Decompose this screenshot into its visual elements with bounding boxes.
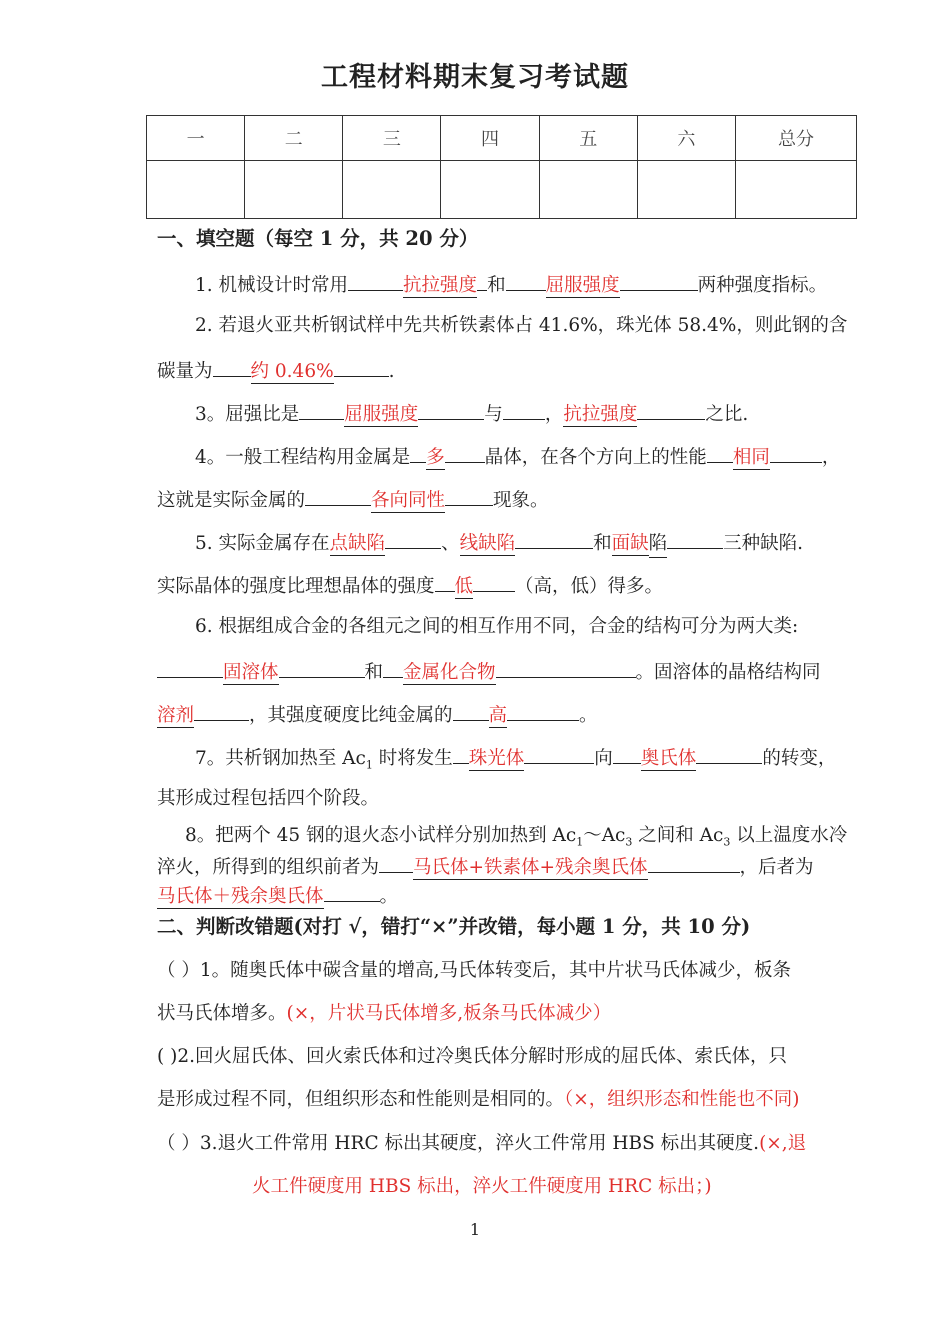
q7-text-mid: 向: [594, 748, 613, 769]
question-3: [195, 399, 748, 428]
judge-3-text: 3.退火工件常用 HRC 标出其硬度，淬火工件常用 HBS 标出其硬度.: [199, 1133, 760, 1154]
q8-answer-2: 马氏体＋残余奥氏体: [157, 886, 324, 907]
q3-sep: ，: [544, 404, 564, 425]
q5-answer-4: 低: [454, 576, 474, 597]
q5-text-mid2: 陷: [649, 531, 668, 558]
q7-text: 7。共析钢加热至 Ac: [195, 748, 366, 769]
score-table: [146, 115, 857, 219]
score-cell: [147, 161, 245, 219]
q4-text-post: 现象。: [493, 490, 549, 511]
score-header: 五: [539, 116, 637, 161]
question-6-line1: 6. 根据组成合金的各组元之间的相互作用不同，合金的结构可分为两大类:: [195, 616, 799, 637]
q2-text-post: .: [388, 361, 395, 382]
q2-text: 碳量为: [157, 361, 213, 382]
judge-1-text-2: 状马氏体增多。: [157, 1003, 287, 1024]
question-8-line1: [185, 823, 847, 856]
judge-1-blank: （ ）: [157, 960, 200, 981]
q4-text-end: ，: [821, 447, 841, 468]
q4-text-mid: 晶体，在各个方向上的性能: [484, 447, 707, 468]
q1-answer-2: 屈服强度: [545, 275, 620, 296]
q5-text-post: 三种缺陷.: [723, 533, 804, 554]
q1-text-mid: 和: [487, 275, 506, 296]
judge-2-answer: （×，组织形态和性能也不同): [564, 1089, 800, 1110]
q7-text-mid0: 时将发生: [372, 748, 453, 769]
question-2-line2: [157, 356, 395, 385]
q3-answer-2: 抗拉强度: [563, 404, 638, 425]
q7-answer-1: 珠光体: [468, 748, 525, 769]
judge-3-answer-2: 火工件硬度用 HBS 标出，淬火工件硬度用 HRC 标出；): [252, 1176, 712, 1197]
q5-sep: 、: [441, 533, 460, 554]
q8-text-d: 以上温度水冷: [730, 825, 848, 846]
judge-2-line1: [157, 1044, 787, 1070]
q8-text-b: ～Ac: [583, 825, 626, 846]
q8-sub1: 1: [576, 835, 584, 849]
score-cell-total: [736, 161, 857, 219]
q4-answer-3: 各向同性: [371, 490, 446, 511]
q7-subscript: 1: [365, 758, 373, 772]
score-header: 三: [343, 116, 441, 161]
q1-text-post: 两种强度指标。: [697, 275, 828, 296]
q8-sub3: 3: [723, 835, 731, 849]
q6-answer-3: 溶剂: [157, 705, 195, 726]
q4-text-2: 这就是实际金属的: [157, 490, 306, 511]
q1-answer-1: 抗拉强度: [403, 275, 478, 296]
q8-text-a: 8。把两个 45 钢的退火态小试样分别加热到 Ac: [185, 825, 577, 846]
score-header-total: 总分: [736, 116, 857, 161]
q1-text: 1. 机械设计时常用: [195, 275, 349, 296]
question-8-line3: [157, 881, 398, 910]
q6-text-post2: 。: [579, 705, 598, 726]
score-cell: [539, 161, 637, 219]
q3-answer-1: 屈服强度: [344, 404, 419, 425]
question-6-line2: [157, 657, 821, 686]
q4-answer-1: 多: [426, 447, 445, 468]
q5-answer-3: 面缺: [611, 533, 649, 554]
page-number: 1: [469, 1220, 481, 1239]
q7-answer-2: 奥氏体: [640, 748, 697, 769]
judge-2-blank: ( ): [157, 1046, 178, 1067]
q8-text-post3: 。: [379, 886, 399, 907]
q8-text-post2: ，后者为: [739, 857, 814, 878]
page-title: 工程材料期末复习考试题: [321, 62, 629, 93]
section1-heading: 一、填空题（每空 1 分，共 20 分）: [157, 227, 479, 250]
judge-1-line2: [157, 1001, 611, 1027]
judge-2-text: 2.回火屈氏体、回火索氏体和过冷奥氏体分解时形成的屈氏体、索氏体，只: [177, 1046, 787, 1067]
q5-answer-2: 线缺陷: [459, 533, 516, 554]
q3-text: 3。屈强比是: [195, 404, 300, 425]
q4-text: 4。一般工程结构用金属是: [195, 447, 411, 468]
q8-sub2: 3: [625, 835, 633, 849]
judge-2-text-2: 是形成过程不同，但组织形态和性能则是相同的。: [157, 1089, 565, 1110]
score-header: 四: [441, 116, 539, 161]
score-header: 二: [245, 116, 343, 161]
question-4-line2: [157, 485, 549, 514]
judge-1-line1: [157, 958, 791, 984]
judge-1-text: 1。随奥氏体中碳含量的增高,马氏体转变后，其中片状马氏体减少，板条: [199, 960, 792, 981]
judge-3-answer-1: (×,退: [759, 1133, 807, 1154]
q4-answer-2: 相同: [732, 447, 770, 468]
question-5-line1: [195, 528, 803, 558]
q3-text-mid: 与: [484, 404, 503, 425]
section2-heading: 二、判断改错题(对打 √，错打“×”并改错，每小题 1 分，共 10 分): [157, 915, 751, 938]
q5-text: 5. 实际金属存在: [195, 533, 330, 554]
q8-answer-1: 马氏体+铁素体+残余奥氏体: [413, 857, 648, 878]
judge-3-blank: （ ）: [157, 1133, 200, 1154]
question-4-line1: [195, 442, 840, 471]
q3-text-post: 之比.: [705, 404, 749, 425]
question-5-line2: [157, 571, 663, 600]
q6-text-post: 。固溶体的晶格结构同: [635, 662, 821, 683]
score-cell: [441, 161, 539, 219]
q6-answer-1: 固溶体: [223, 662, 279, 683]
question-7-line2: 其形成过程包括四个阶段。: [157, 788, 380, 809]
score-cell: [637, 161, 735, 219]
q5-text-2: 实际晶体的强度比理想晶体的强度: [157, 576, 435, 597]
q6-text-mid: 和: [364, 662, 384, 683]
score-header: 一: [147, 116, 245, 161]
q6-answer-2: 金属化合物: [403, 662, 496, 683]
score-header: 六: [637, 116, 735, 161]
q5-text-mid: 和: [593, 533, 612, 554]
score-cell: [343, 161, 441, 219]
question-8-line2: [157, 852, 814, 881]
judge-2-line2: [157, 1087, 800, 1113]
q6-answer-4: 高: [488, 705, 508, 726]
judge-3-line1: [157, 1131, 806, 1157]
q7-text-post: 的转变，: [762, 748, 837, 769]
q8-text-2: 淬火，所得到的组织前者为: [157, 857, 380, 878]
question-2-line1: 2. 若退火亚共析钢试样中先共析铁素体占 41.6%，珠光体 58.4%，则此钢的含: [195, 315, 848, 336]
score-cell: [245, 161, 343, 219]
q5-answer-1: 点缺陷: [329, 533, 386, 554]
q8-text-c: 之间和 Ac: [632, 825, 724, 846]
q6-text-mid2: ，其强度硬度比纯金属的: [249, 705, 453, 726]
judge-1-answer: (×，片状马氏体增多,板条马氏体减少）: [286, 1003, 612, 1024]
question-6-line3: [157, 700, 598, 729]
question-1: [195, 270, 827, 299]
question-7-line1: [195, 743, 836, 779]
q5-text-post2: （高，低）得多。: [515, 576, 664, 597]
q2-answer: 约 0.46%: [250, 361, 334, 382]
